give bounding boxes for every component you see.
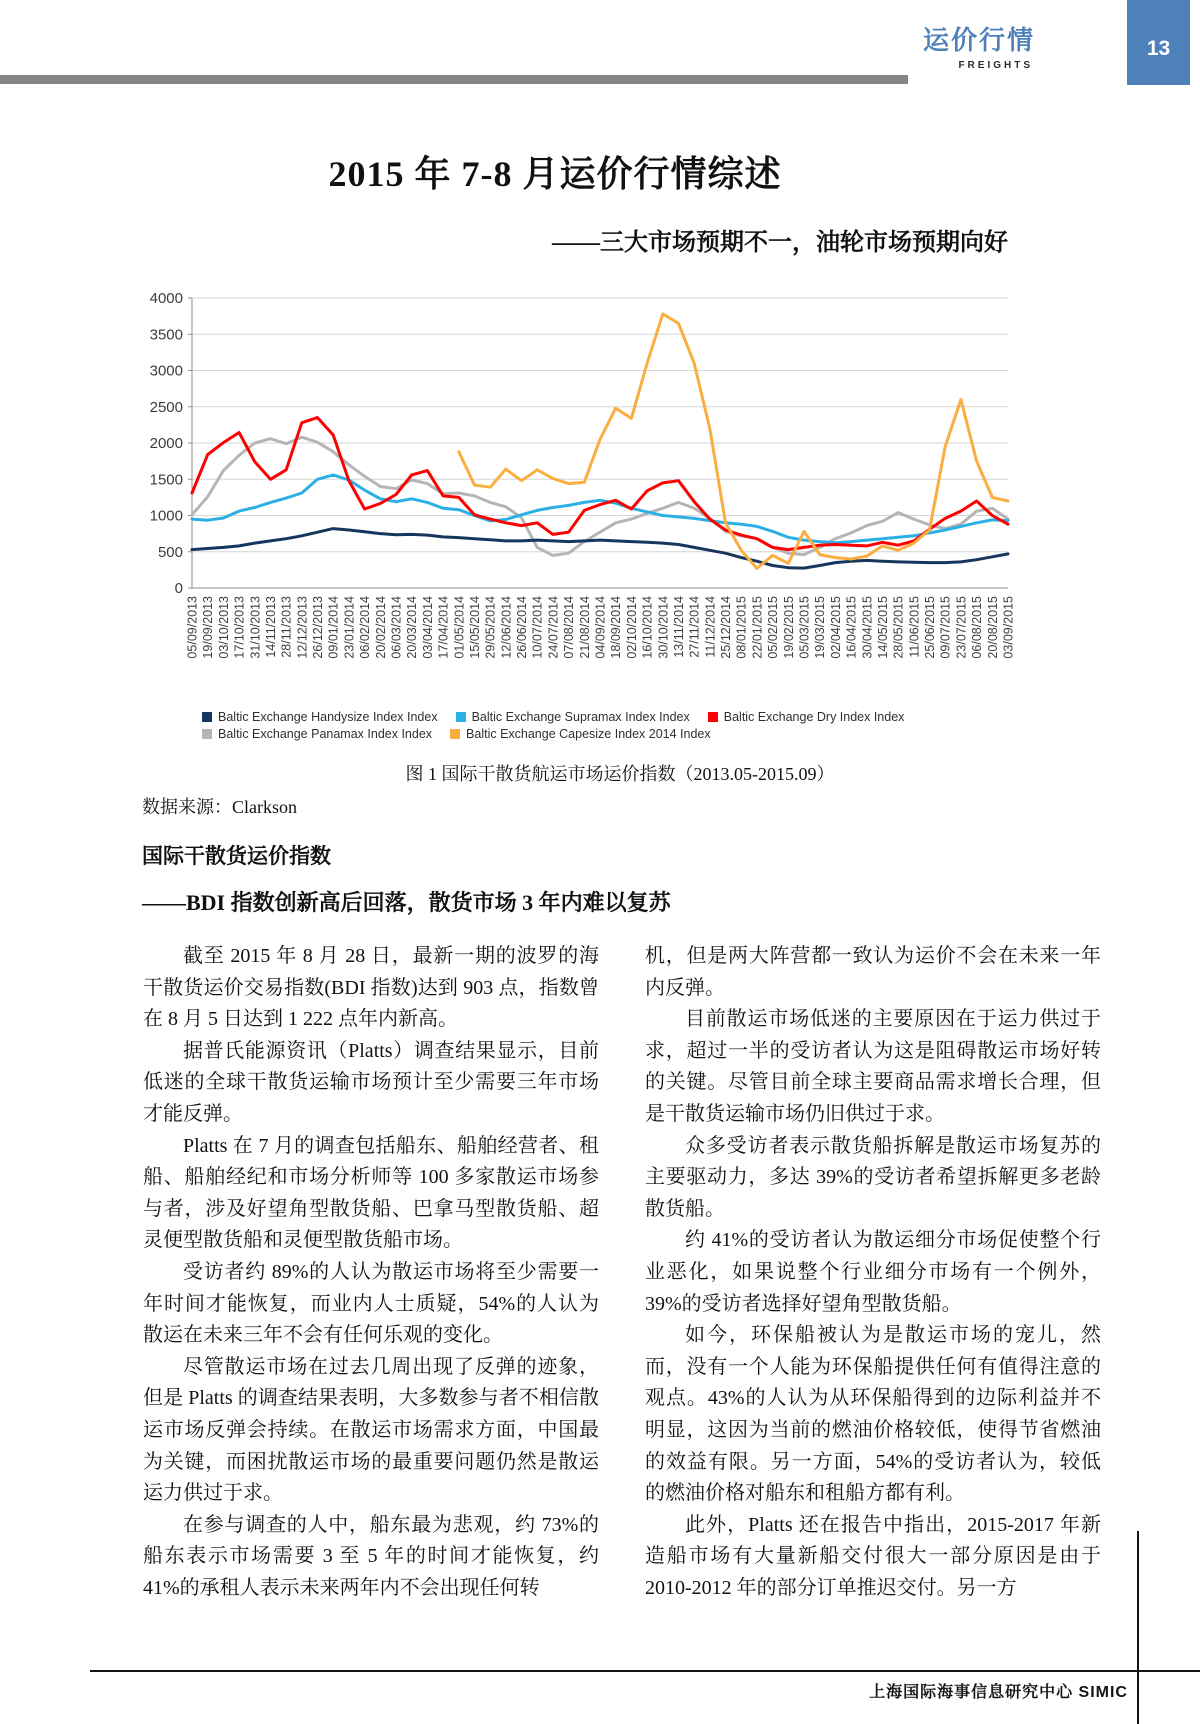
legend-swatch-icon: [202, 729, 212, 739]
legend-item: [456, 710, 690, 724]
body-paragraph: 机，但是两大阵营都一致认为运价不会在未来一年内反弹。: [645, 945, 1101, 999]
svg-text:03/04/2014: 03/04/2014: [420, 596, 435, 659]
svg-text:15/05/2014: 15/05/2014: [468, 596, 482, 659]
section-title-en: FREIGHTS: [958, 60, 1033, 71]
body-paragraph: 众多受访者表示散货船拆解是散运市场复苏的主要驱动力，多达 39%的受访者希望拆解更多老龄散货船。: [645, 1134, 1101, 1220]
article-title: 2015 年 7-8 月运价行情综述: [328, 154, 782, 194]
svg-text:22/01/2015: 22/01/2015: [750, 596, 765, 659]
svg-text:08/01/2015: 08/01/2015: [734, 596, 749, 659]
svg-text:09/01/2014: 09/01/2014: [326, 596, 341, 659]
masthead: [845, 20, 1035, 71]
svg-text:03/10/2013: 03/10/2013: [216, 596, 231, 659]
svg-text:4000: 4000: [149, 290, 183, 307]
legend-label: Baltic Exchange Handysize Index Index: [218, 710, 438, 724]
page-number-badge: 13: [1127, 0, 1190, 85]
line-chart-svg: [140, 260, 1020, 696]
svg-text:07/08/2014: 07/08/2014: [562, 596, 577, 659]
svg-text:13/11/2014: 13/11/2014: [672, 596, 686, 658]
svg-text:26/12/2013: 26/12/2013: [311, 596, 325, 659]
svg-text:14/11/2013: 14/11/2013: [264, 596, 278, 658]
legend-swatch-icon: [450, 729, 460, 739]
body-paragraph: 如今，环保船被认为是散运市场的宠儿，然而，没有一个人能为环保船提供任何有值得注意的观点。43%的人认为从环保船得到的边际利益并不明显，这因为当前的燃油价格较低，使得节省燃油的效益有限。另一方面，54%的受访者认为，较低的燃油价格对船东和租船方都有利。: [645, 1324, 1101, 1505]
svg-text:25/06/2015: 25/06/2015: [923, 596, 937, 659]
body-paragraph: 受访者约 89%的人认为散运市场将至少需要一年时间才能恢复，而业内人士质疑，54%的人认为散运在未来三年不会有任何乐观的变化。: [143, 1260, 599, 1347]
svg-text:28/11/2013: 28/11/2013: [279, 596, 294, 658]
legend-swatch-icon: [456, 712, 466, 722]
svg-text:19/09/2013: 19/09/2013: [201, 596, 216, 659]
footer-text: 上海国际海事信息研究中心 SIMIC: [869, 1684, 1128, 1701]
svg-text:3500: 3500: [149, 326, 183, 344]
svg-text:30/04/2015: 30/04/2015: [860, 596, 875, 659]
svg-text:06/08/2015: 06/08/2015: [970, 596, 985, 659]
body-paragraph: 截至 2015 年 8 月 28 日，最新一期的波罗的海干散货运价交易指数(BDI 指数)达到 903 点，指数曾在 8 月 5 日达到 1 222 点年内新高。: [143, 945, 599, 1031]
svg-text:20/03/2014: 20/03/2014: [405, 596, 420, 659]
svg-text:03/09/2015: 03/09/2015: [1001, 596, 1016, 659]
svg-text:17/10/2013: 17/10/2013: [232, 596, 247, 659]
svg-text:1500: 1500: [149, 471, 183, 489]
body-paragraph: 约 41%的受访者认为散运细分市场促使整个行业恶化，如果说整个行业细分市场有一个例外，39%的受访者选择好望角型散货船。: [645, 1229, 1101, 1315]
header-rule: [0, 75, 908, 84]
svg-text:02/04/2015: 02/04/2015: [828, 596, 843, 659]
legend-label: Baltic Exchange Dry Index Index: [723, 710, 905, 724]
svg-text:12/12/2013: 12/12/2013: [295, 596, 310, 659]
svg-text:01/05/2014: 01/05/2014: [452, 596, 467, 659]
svg-text:05/02/2015: 05/02/2015: [766, 596, 781, 659]
svg-text:16/04/2015: 16/04/2015: [844, 596, 859, 659]
svg-text:11/06/2015: 11/06/2015: [907, 596, 922, 658]
svg-text:2500: 2500: [149, 398, 183, 416]
svg-text:24/07/2014: 24/07/2014: [546, 596, 561, 659]
svg-text:05/03/2015: 05/03/2015: [797, 596, 812, 659]
svg-text:0: 0: [174, 580, 183, 597]
legend-item: [202, 727, 432, 741]
svg-text:28/05/2015: 28/05/2015: [891, 596, 906, 659]
body-column-right: [645, 941, 1101, 1604]
svg-text:23/07/2015: 23/07/2015: [954, 596, 969, 659]
svg-text:27/11/2014: 27/11/2014: [687, 596, 702, 658]
chart-legend: [202, 710, 922, 744]
legend-swatch-icon: [202, 712, 212, 722]
body-column-left: [143, 941, 599, 1604]
svg-text:19/02/2015: 19/02/2015: [781, 596, 796, 659]
svg-text:14/05/2015: 14/05/2015: [876, 596, 890, 659]
body-paragraph: 据普氏能源资讯（Platts）调查结果显示，目前低迷的全球干散货运输市场预计至少需要三年市场才能反弹。: [143, 1039, 599, 1125]
vertical-rule: [1137, 1531, 1139, 1724]
svg-text:05/09/2013: 05/09/2013: [185, 596, 200, 659]
svg-text:20/08/2015: 20/08/2015: [985, 596, 1000, 659]
svg-text:3000: 3000: [149, 362, 183, 380]
svg-text:16/10/2014: 16/10/2014: [640, 596, 655, 659]
svg-text:21/08/2014: 21/08/2014: [577, 596, 592, 659]
legend-item: [708, 710, 905, 724]
body-paragraph: 在参与调查的人中，船东最为悲观，约 73%的船东表示市场需要 3 至 5 年的时间才能恢复，约 41%的承租人表示未来两年内不会出现任何转: [143, 1513, 599, 1599]
svg-text:20/02/2014: 20/02/2014: [373, 596, 388, 659]
series-line-handysize: [192, 529, 1008, 569]
footer-rule: [90, 1670, 1200, 1672]
section-title: 运价行情: [922, 25, 1035, 55]
figure-caption: 图 1 国际干散货航运市场运价指数（2013.05-2015.09）: [405, 764, 835, 784]
svg-text:09/07/2015: 09/07/2015: [938, 596, 953, 659]
svg-text:12/06/2014: 12/06/2014: [499, 596, 514, 659]
svg-text:18/09/2014: 18/09/2014: [609, 596, 624, 659]
svg-text:2000: 2000: [149, 435, 183, 452]
series-line-capesize: [459, 314, 1008, 569]
legend-label: Baltic Exchange Panamax Index Index: [218, 727, 433, 741]
svg-text:1000: 1000: [149, 507, 183, 525]
legend-label: Baltic Exchange Capesize Index 2014 Index: [466, 727, 711, 741]
svg-text:06/02/2014: 06/02/2014: [358, 596, 373, 659]
body-paragraph: 此外，Platts 还在报告中指出，2015-2017 年新造船市场有大量新船交付很大一部分原因是由于 2010-2012 年的部分订单推迟交付。另一方: [645, 1513, 1101, 1599]
svg-text:23/01/2014: 23/01/2014: [342, 596, 357, 659]
legend-item: [450, 727, 711, 741]
legend-item: [202, 710, 438, 724]
svg-text:500: 500: [157, 543, 183, 561]
svg-text:11/12/2014: 11/12/2014: [703, 596, 718, 658]
data-source-label: 数据来源：Clarkson: [142, 797, 297, 817]
body-paragraph: Platts 在 7 月的调查包括船东、船舶经营者、租船、船舶经纪和市场分析师等 100 多家散运市场参与者，涉及好望角型散货船、巴拿马型散货船、超灵便型散货船和灵便型散货船市场。: [143, 1134, 599, 1252]
svg-text:10/07/2014: 10/07/2014: [530, 596, 545, 659]
svg-text:02/10/2014: 02/10/2014: [624, 596, 639, 659]
svg-text:29/05/2014: 29/05/2014: [483, 596, 498, 659]
svg-text:26/06/2014: 26/06/2014: [515, 596, 529, 659]
svg-text:17/04/2014: 17/04/2014: [436, 596, 451, 659]
svg-text:19/03/2015: 19/03/2015: [813, 596, 828, 659]
legend-swatch-icon: [708, 712, 718, 722]
svg-text:06/03/2014: 06/03/2014: [389, 596, 404, 659]
svg-text:30/10/2014: 30/10/2014: [656, 596, 671, 659]
article-subtitle: ——三大市场预期不一，油轮市场预期向好: [552, 230, 1008, 256]
section-heading: 国际干散货运价指数: [142, 844, 331, 868]
section-subheading: ——BDI 指数创新高后回落，散货市场 3 年内难以复苏: [142, 890, 671, 915]
body-paragraph: 尽管散运市场在过去几周出现了反弹的迹象，但是 Platts 的调查结果表明，大多数参与者不相信散运市场反弹会持续。在散运市场需求方面，中国最为关键，而困扰散运市场的最重要问题仍然是散运运力供过于求。: [143, 1355, 599, 1505]
body-paragraph: 目前散运市场低迷的主要原因在于运力供过于求，超过一半的受访者认为这是阻碍散运市场好转的关键。尽管目前全球主要商品需求增长合理，但是干散货运输市场仍旧供过于求。: [645, 1008, 1101, 1125]
freight-index-line-chart: [140, 260, 1020, 696]
svg-text:25/12/2014: 25/12/2014: [719, 596, 733, 659]
svg-text:31/10/2013: 31/10/2013: [248, 596, 263, 659]
legend-label: Baltic Exchange Supramax Index Index: [471, 710, 690, 724]
svg-text:04/09/2014: 04/09/2014: [593, 596, 608, 659]
